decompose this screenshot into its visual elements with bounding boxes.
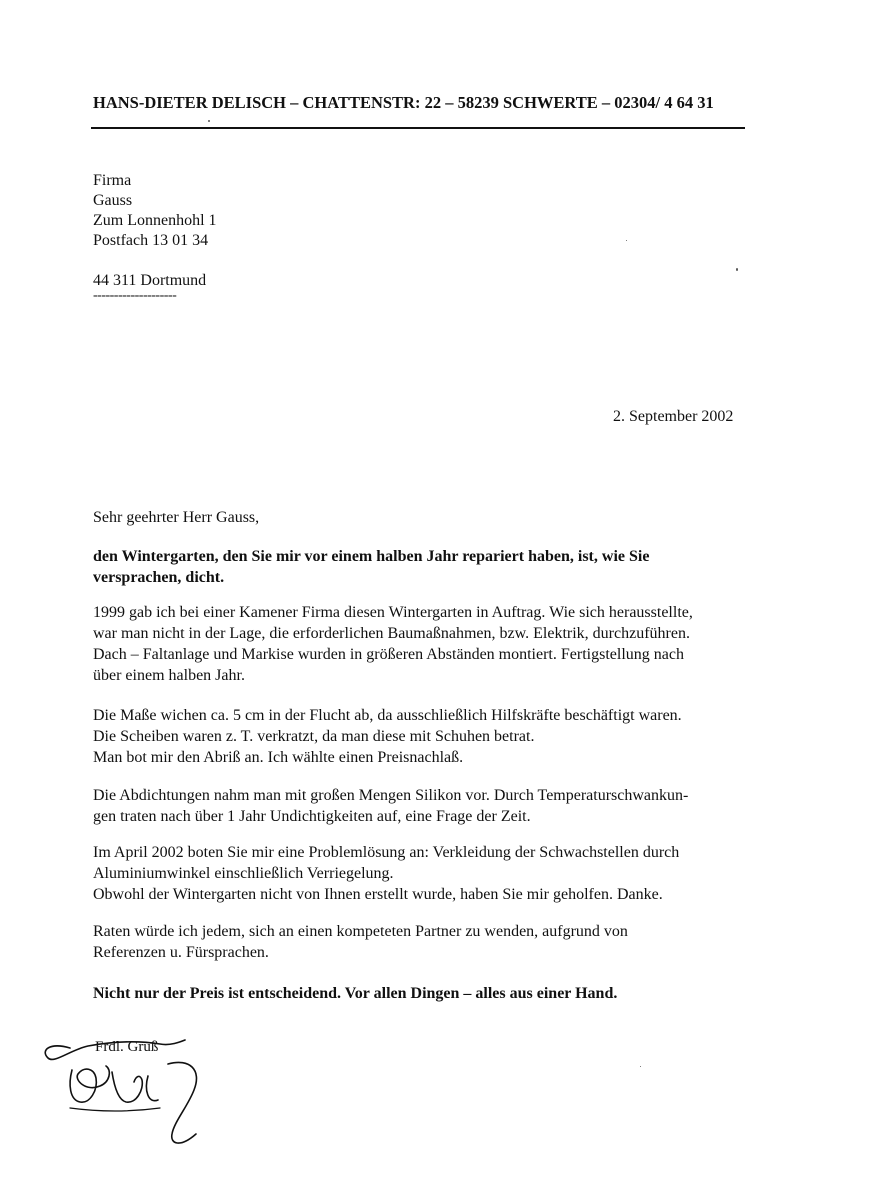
- recipient-line: Zum Lonnenhohl 1: [93, 212, 217, 229]
- paragraph-line: war man nicht in der Lage, die erforderlichen Baumaßnahmen, bzw. Elektrik, durchzuführen.: [93, 625, 690, 642]
- salutation: Sehr geehrter Herr Gauss,: [93, 509, 260, 526]
- paragraph-line: 1999 gab ich bei einer Kamener Firma diesen Wintergarten in Auftrag. Wie sich herausstellte,: [93, 604, 693, 621]
- scan-speck: [736, 268, 738, 271]
- scan-speck: [626, 240, 627, 241]
- city-underline: --------------------: [93, 288, 177, 303]
- closing-greeting: Frdl. Gruß: [95, 1039, 159, 1055]
- letterhead-rule: [91, 127, 745, 129]
- bold-intro-line: versprachen, dicht.: [93, 569, 225, 586]
- bold-intro: [93, 546, 753, 588]
- paragraph-4: [93, 842, 753, 905]
- paragraph-line: Referenzen u. Fürsprachen.: [93, 944, 269, 961]
- paragraph-line: Im April 2002 boten Sie mir eine Problemlösung an: Verkleidung der Schwachstellen durch: [93, 844, 680, 861]
- paragraph-1: [93, 602, 753, 686]
- paragraph-line: Raten würde ich jedem, sich an einen kompeteten Partner zu wenden, aufgrund von: [93, 923, 628, 940]
- recipient-line: Postfach 13 01 34: [93, 232, 209, 249]
- paragraph-line: Obwohl der Wintergarten nicht von Ihnen erstellt wurde, haben Sie mir geholfen. Danke.: [93, 886, 663, 903]
- paragraph-line: gen traten nach über 1 Jahr Undichtigkeiten auf, eine Frage der Zeit.: [93, 808, 531, 825]
- letter-date: 2. September 2002: [613, 408, 734, 425]
- paragraph-2: [93, 705, 753, 768]
- paragraph-line: über einem halben Jahr.: [93, 667, 245, 684]
- letterhead: HANS-DIETER DELISCH – CHATTENSTR: 22 – 58239 SCHWERTE – 02304/ 4 64 31: [93, 93, 714, 112]
- paragraph-line: Die Abdichtungen nahm man mit großen Mengen Silikon vor. Durch Temperaturschwankun-: [93, 787, 689, 804]
- paragraph-line: Dach – Faltanlage und Markise wurden in größeren Abständen montiert. Fertigstellung nach: [93, 646, 684, 663]
- scan-speck: [640, 1066, 641, 1067]
- recipient-address: [93, 171, 217, 251]
- paragraph-line: Man bot mir den Abriß an. Ich wählte einen Preisnachlaß.: [93, 749, 464, 766]
- paragraph-line: Aluminiumwinkel einschließlich Verriegelung.: [93, 865, 394, 882]
- recipient-line: Firma: [93, 172, 132, 189]
- paragraph-line: Die Scheiben waren z. T. verkratzt, da man diese mit Schuhen betrat.: [93, 728, 535, 745]
- paragraph-3: [93, 785, 753, 827]
- handwritten-signature: [40, 1030, 220, 1150]
- bold-closing: Nicht nur der Preis ist entscheidend. Vor allen Dingen – alles aus einer Hand.: [93, 985, 618, 1002]
- paragraph-5: [93, 921, 753, 963]
- scan-speck: [208, 120, 210, 122]
- paragraph-line: Die Maße wichen ca. 5 cm in der Flucht ab, da ausschließlich Hilfskräfte beschäftigt waren.: [93, 707, 682, 724]
- bold-intro-line: den Wintergarten, den Sie mir vor einem halben Jahr repariert haben, ist, wie Sie: [93, 548, 650, 565]
- recipient-city: 44 311 Dortmund: [93, 272, 207, 289]
- signature-block: [40, 1030, 220, 1150]
- recipient-line: Gauss: [93, 192, 133, 209]
